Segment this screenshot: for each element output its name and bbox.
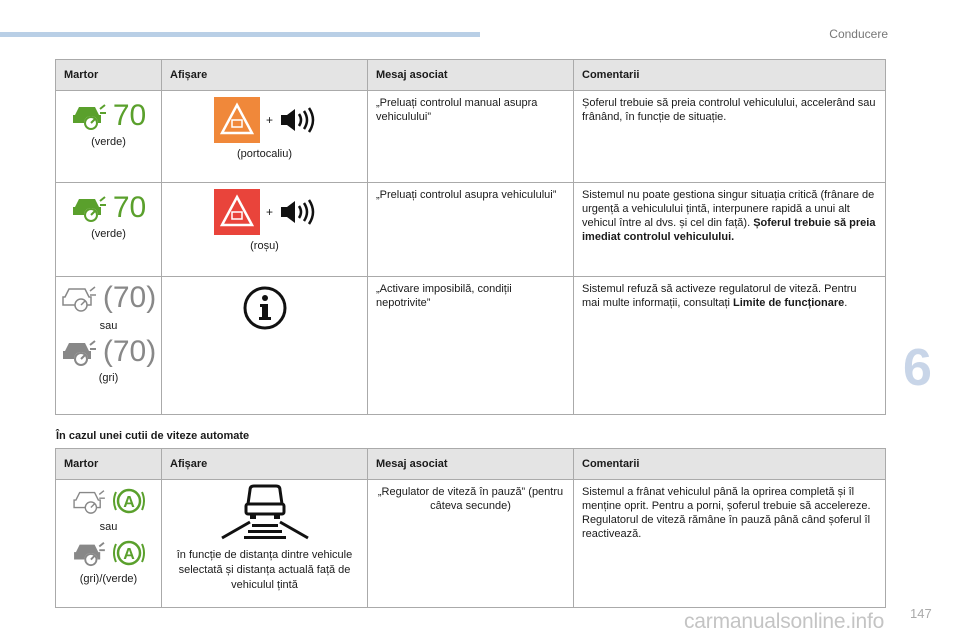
afisare-cell	[162, 277, 368, 415]
martor-cell	[56, 480, 162, 608]
table-row	[56, 91, 886, 183]
comentarii-end: .	[844, 297, 848, 309]
afisare-cell	[162, 183, 368, 277]
comentarii-cell: Șoferul trebuie să preia controlul vehiculului, accelerând sau frânând, în funcție de situație.	[574, 91, 886, 183]
speed-number: 70	[112, 281, 147, 314]
afisare-caption: în funcție de distanța dintre vehicule selectată și distanța actuală față de vehiculul țintă	[176, 549, 353, 591]
martor-caption: (gri)	[98, 372, 119, 384]
speed-value: 70	[112, 191, 147, 224]
page-number: 147	[910, 606, 932, 621]
martor-cell	[56, 183, 162, 277]
header-martor: Martor	[56, 60, 162, 91]
table-header-row	[56, 60, 886, 91]
speed-value: (70)	[102, 335, 157, 368]
cruise-car-gray-icon	[61, 337, 97, 367]
mesaj-cell: „Regulator de viteză în pauză” (pentru câteva secunde)	[368, 480, 574, 608]
automatic-gearbox-note: În cazul unei cutii de viteze automate	[56, 430, 250, 442]
mesaj-cell: „Preluați controlul asupra vehiculului”	[368, 183, 574, 277]
indicator-table-1	[55, 59, 886, 415]
auto-hold-green-icon	[112, 538, 146, 568]
sau-label: sau	[99, 320, 118, 332]
header-mesaj: Mesaj asociat	[368, 449, 574, 480]
afisare-cell	[162, 91, 368, 183]
info-icon	[242, 285, 288, 331]
table-row	[56, 183, 886, 277]
table-row	[56, 480, 886, 608]
comentarii-text: Sistemul refuză să activeze regulatorul de viteză. Pentru mai multe informații, consultați	[582, 283, 857, 309]
martor-cell	[56, 91, 162, 183]
header-martor: Martor	[56, 449, 162, 480]
header-comentarii: Comentarii	[574, 449, 886, 480]
afisare-caption: (roșu)	[250, 240, 279, 252]
header-comentarii: Comentarii	[574, 60, 886, 91]
mesaj-cell: „Activare imposibilă, condiții nepotrivite”	[368, 277, 574, 415]
sound-alert-icon	[279, 107, 315, 133]
speed-number: 70	[112, 335, 147, 368]
warning-triangle-orange-icon	[214, 97, 260, 143]
speed-value: 70	[112, 99, 147, 132]
comentarii-bold: Șoferul trebuie să preia imediat controlul vehiculului.	[582, 217, 876, 243]
vehicle-distance-icon	[220, 484, 310, 540]
comentarii-cell	[574, 183, 886, 277]
speed-value: (70)	[102, 281, 157, 314]
comentarii-link: Limite de funcționare	[733, 297, 845, 309]
warning-triangle-red-icon	[214, 189, 260, 235]
comentarii-cell: Sistemul a frânat vehiculul până la oprirea completă și îl menține oprit. Pentru a porni, șoferul trebuie să accelereze. Regulatorul de viteză rămâne în pauză până când șoferul îl reactivează.	[574, 480, 886, 608]
sound-alert-icon	[279, 199, 315, 225]
plus-sign: +	[265, 113, 273, 127]
comentarii-text: Sistemul nu poate gestiona singur situația critică (frânare de urgență a vehiculului țintă, interpunere rapidă a unui alt vehicul între al dvs. și cel din față).	[582, 189, 875, 229]
svg-text:A: A	[122, 494, 135, 511]
chapter-number: 6	[903, 339, 932, 397]
mesaj-cell: „Preluați controlul manual asupra vehiculului”	[368, 91, 574, 183]
svg-text:A: A	[122, 546, 135, 563]
martor-cell	[56, 277, 162, 415]
top-accent-bar	[0, 32, 480, 37]
header-afisare: Afișare	[162, 449, 368, 480]
indicator-table-2	[55, 448, 886, 608]
watermark: carmanualsonline.info	[684, 610, 885, 633]
sau-label: sau	[99, 521, 118, 533]
cruise-car-outline-icon	[72, 487, 106, 515]
martor-caption: (verde)	[91, 136, 126, 148]
table-row	[56, 277, 886, 415]
header-mesaj: Mesaj asociat	[368, 60, 574, 91]
plus-sign: +	[265, 205, 273, 219]
cruise-car-green-icon	[71, 101, 107, 131]
table-header-row	[56, 449, 886, 480]
auto-hold-green-icon	[112, 486, 146, 516]
header-afisare: Afișare	[162, 60, 368, 91]
section-title: Conducere	[829, 27, 888, 41]
afisare-cell	[162, 480, 368, 608]
comentarii-cell	[574, 277, 886, 415]
afisare-caption: (portocaliu)	[236, 148, 293, 160]
martor-caption: (verde)	[91, 228, 126, 240]
cruise-car-green-icon	[71, 193, 107, 223]
cruise-car-outline-icon	[61, 283, 97, 313]
martor-caption: (gri)/(verde)	[79, 573, 138, 585]
cruise-car-gray-icon	[72, 539, 106, 567]
